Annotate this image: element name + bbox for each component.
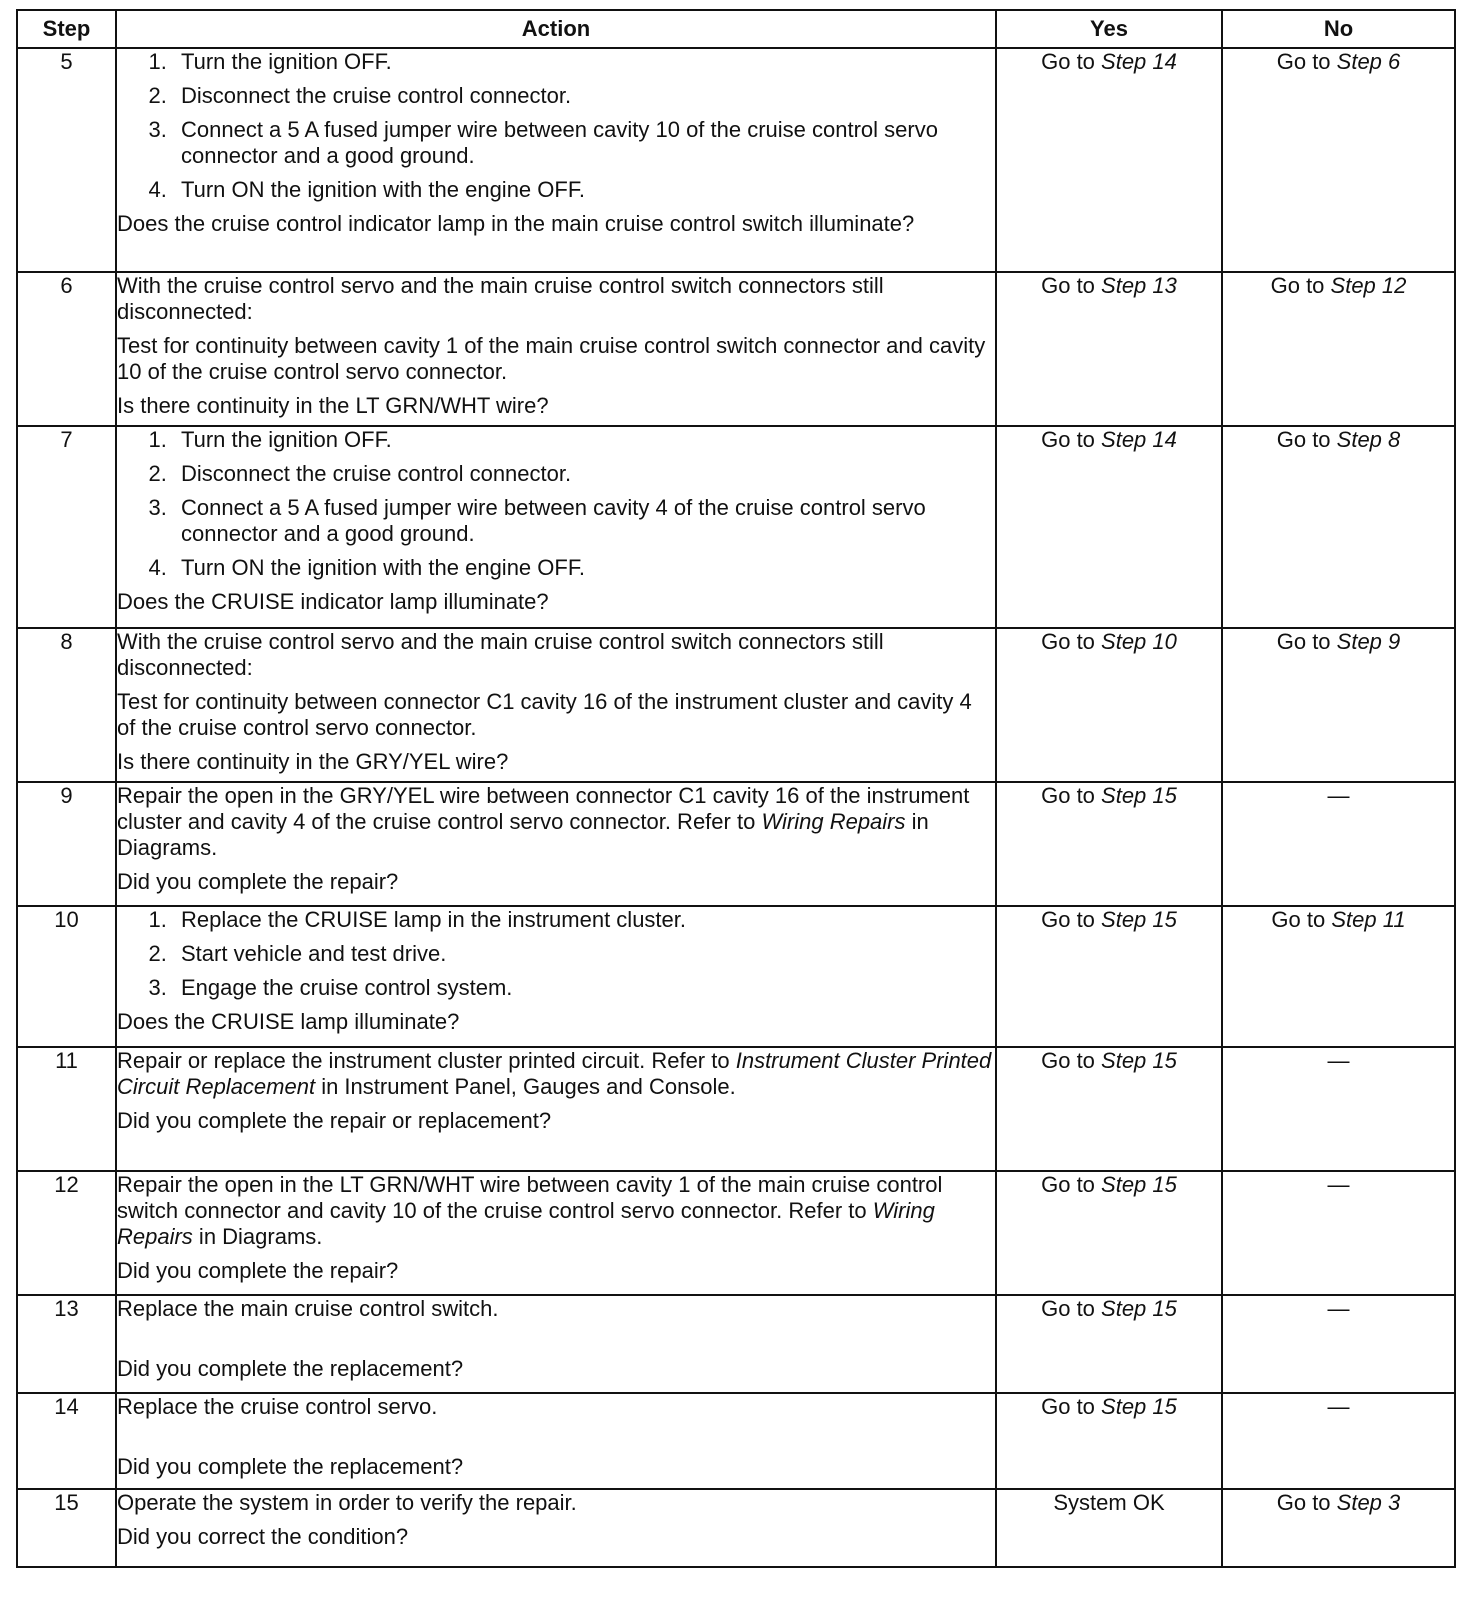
- no-result-dash: —: [1222, 1171, 1455, 1295]
- reference-link[interactable]: Wiring Repairs: [761, 809, 906, 834]
- reference-link[interactable]: Wiring Repairs: [117, 1198, 935, 1249]
- action-list: [117, 907, 995, 1001]
- step-number: 10: [17, 906, 116, 1047]
- step-number: 13: [17, 1295, 116, 1393]
- step-number: 6: [17, 272, 116, 426]
- header-yes: Yes: [996, 10, 1222, 48]
- header-row: [17, 10, 1455, 48]
- result-prefix: Go to: [1041, 783, 1102, 808]
- list-item: 1. Turn the ignition OFF.: [173, 49, 995, 75]
- table-row: [17, 426, 1455, 628]
- question-text: Does the CRUISE lamp illuminate?: [117, 1009, 460, 1034]
- action-text: Replace the main cruise control switch.: [117, 1296, 499, 1321]
- action-text: [117, 1172, 995, 1250]
- step-number: 14: [17, 1393, 116, 1489]
- action-cell: [116, 1047, 996, 1171]
- question-text: Did you complete the replacement?: [117, 1356, 464, 1381]
- step-link[interactable]: Step 10: [1101, 629, 1177, 654]
- yes-result: System OK: [996, 1489, 1222, 1567]
- result-prefix: Go to: [1041, 427, 1102, 452]
- step-link[interactable]: Step 3: [1336, 1490, 1401, 1515]
- yes-result: [996, 1171, 1222, 1295]
- action-text-part: in Diagrams.: [192, 1224, 323, 1249]
- no-result: [1222, 426, 1455, 628]
- yes-result: [996, 906, 1222, 1047]
- table-row: [17, 1489, 1455, 1567]
- yes-result: [996, 1047, 1222, 1171]
- no-result-dash: —: [1222, 1295, 1455, 1393]
- action-text-part: Repair the open in the GRY/YEL wire between connector C1 cavity 16 of the instrument cluster and cavity 4 of the cruise control servo connector. Refer to: [117, 783, 970, 834]
- diagnostic-table: [16, 9, 1456, 1568]
- result-prefix: Go to: [1041, 1048, 1102, 1073]
- table-row: [17, 48, 1455, 272]
- table-row: [17, 628, 1455, 782]
- result-prefix: Go to: [1041, 1296, 1102, 1321]
- result-prefix: Go to: [1276, 427, 1337, 452]
- list-item: 1. Turn the ignition OFF.: [173, 427, 995, 453]
- step-link[interactable]: Step 12: [1330, 273, 1407, 298]
- step-link[interactable]: Step 15: [1101, 1172, 1177, 1197]
- action-text-part: Repair or replace the instrument cluster printed circuit. Refer to: [117, 1048, 736, 1073]
- question-text: Did you complete the repair?: [117, 1258, 399, 1283]
- table-row: [17, 782, 1455, 906]
- result-prefix: Go to: [1041, 49, 1102, 74]
- table-row: [17, 1047, 1455, 1171]
- question-text: Is there continuity in the LT GRN/WHT wire?: [117, 393, 549, 418]
- step-number: 5: [17, 48, 116, 272]
- no-result-dash: —: [1222, 782, 1455, 906]
- action-text: [117, 1048, 995, 1100]
- step-link[interactable]: Step 15: [1101, 1048, 1177, 1073]
- no-result: [1222, 272, 1455, 426]
- step-link[interactable]: Step 9: [1336, 629, 1401, 654]
- step-link[interactable]: Step 13: [1101, 273, 1177, 298]
- yes-result: [996, 628, 1222, 782]
- question-text: Did you complete the repair or replacement?: [117, 1108, 552, 1133]
- step-link[interactable]: Step 8: [1336, 427, 1401, 452]
- result-prefix: Go to: [1041, 273, 1102, 298]
- result-prefix: Go to: [1041, 1172, 1102, 1197]
- table-row: [17, 1171, 1455, 1295]
- result-prefix: Go to: [1041, 629, 1102, 654]
- action-text-part: in Diagrams.: [117, 809, 929, 860]
- step-link[interactable]: Step 11: [1331, 907, 1406, 932]
- action-list: [117, 427, 995, 581]
- list-item: 3. Connect a 5 A fused jumper wire between cavity 4 of the cruise control servo connector and a good ground.: [173, 495, 995, 547]
- action-text: Replace the cruise control servo.: [117, 1394, 438, 1419]
- step-link[interactable]: Step 15: [1101, 783, 1177, 808]
- result-prefix: Go to: [1041, 907, 1102, 932]
- list-item: 4. Turn ON the ignition with the engine OFF.: [173, 555, 995, 581]
- list-item: 2. Disconnect the cruise control connector.: [173, 83, 995, 109]
- yes-result: [996, 1295, 1222, 1393]
- list-item: 2. Start vehicle and test drive.: [173, 941, 995, 967]
- result-prefix: Go to: [1270, 273, 1331, 298]
- table-row: [17, 906, 1455, 1047]
- no-result: [1222, 906, 1455, 1047]
- list-item: 1. Replace the CRUISE lamp in the instrument cluster.: [173, 907, 995, 933]
- action-cell: [116, 272, 996, 426]
- step-link[interactable]: Step 6: [1336, 49, 1401, 74]
- step-link[interactable]: Step 15: [1101, 1394, 1177, 1419]
- step-number: 15: [17, 1489, 116, 1567]
- action-text: Operate the system in order to verify the repair.: [117, 1490, 577, 1515]
- step-link[interactable]: Step 15: [1101, 907, 1177, 932]
- step-number: 11: [17, 1047, 116, 1171]
- table-row: [17, 1393, 1455, 1489]
- no-result-dash: —: [1222, 1047, 1455, 1171]
- action-text-part: in Instrument Panel, Gauges and Console.: [315, 1074, 736, 1099]
- action-cell: [116, 1295, 996, 1393]
- yes-result: [996, 48, 1222, 272]
- result-prefix: Go to: [1276, 1490, 1337, 1515]
- result-prefix: Go to: [1276, 49, 1337, 74]
- question-text: Does the cruise control indicator lamp in the main cruise control switch illuminate?: [117, 211, 915, 236]
- header-action: Action: [116, 10, 996, 48]
- no-result-dash: —: [1222, 1393, 1455, 1489]
- no-result: [1222, 48, 1455, 272]
- list-item: 2. Disconnect the cruise control connector.: [173, 461, 995, 487]
- step-link[interactable]: Step 14: [1101, 49, 1177, 74]
- action-cell: [116, 1489, 996, 1567]
- question-text: Does the CRUISE indicator lamp illuminate?: [117, 589, 549, 614]
- action-text: Test for continuity between connector C1 cavity 16 of the instrument cluster and cavity 4 of the cruise control servo connector.: [117, 689, 972, 740]
- question-text: Did you complete the repair?: [117, 869, 399, 894]
- question-text: Is there continuity in the GRY/YEL wire?: [117, 749, 509, 774]
- action-list: [117, 49, 995, 203]
- action-text: With the cruise control servo and the main cruise control switch connectors still disconnected:: [117, 629, 884, 680]
- reference-link[interactable]: Instrument Cluster Printed Circuit Replacement: [117, 1048, 992, 1099]
- yes-result: [996, 1393, 1222, 1489]
- step-number: 12: [17, 1171, 116, 1295]
- action-cell: [116, 782, 996, 906]
- result-prefix: Go to: [1276, 629, 1337, 654]
- question-text: Did you correct the condition?: [117, 1524, 409, 1549]
- yes-result: [996, 782, 1222, 906]
- step-number: 9: [17, 782, 116, 906]
- header-no: No: [1222, 10, 1455, 48]
- result-prefix: Go to: [1271, 907, 1332, 932]
- no-result: [1222, 1489, 1455, 1567]
- list-item: 4. Turn ON the ignition with the engine OFF.: [173, 177, 995, 203]
- action-cell: [116, 426, 996, 628]
- action-text: [117, 783, 995, 861]
- list-item: 3. Engage the cruise control system.: [173, 975, 995, 1001]
- table-row: [17, 272, 1455, 426]
- action-text: Test for continuity between cavity 1 of the main cruise control switch connector and cavity 10 of the cruise control servo connector.: [117, 333, 986, 384]
- list-item: 3. Connect a 5 A fused jumper wire between cavity 10 of the cruise control servo connector and a good ground.: [173, 117, 995, 169]
- step-link[interactable]: Step 14: [1101, 427, 1177, 452]
- action-cell: [116, 628, 996, 782]
- step-number: 7: [17, 426, 116, 628]
- action-cell: [116, 1393, 996, 1489]
- no-result: [1222, 628, 1455, 782]
- table-row: [17, 1295, 1455, 1393]
- action-text: With the cruise control servo and the main cruise control switch connectors still disconnected:: [117, 273, 884, 324]
- action-cell: [116, 1171, 996, 1295]
- yes-result: [996, 426, 1222, 628]
- step-link[interactable]: Step 15: [1101, 1296, 1177, 1321]
- action-cell: [116, 48, 996, 272]
- result-prefix: Go to: [1041, 1394, 1102, 1419]
- yes-result: [996, 272, 1222, 426]
- action-cell: [116, 906, 996, 1047]
- action-text-part: Repair the open in the LT GRN/WHT wire between cavity 1 of the main cruise control switch connector and cavity 10 of the cruise control servo connector. Refer to: [117, 1172, 943, 1223]
- question-text: Did you complete the replacement?: [117, 1454, 464, 1479]
- step-number: 8: [17, 628, 116, 782]
- header-step: Step: [17, 10, 116, 48]
